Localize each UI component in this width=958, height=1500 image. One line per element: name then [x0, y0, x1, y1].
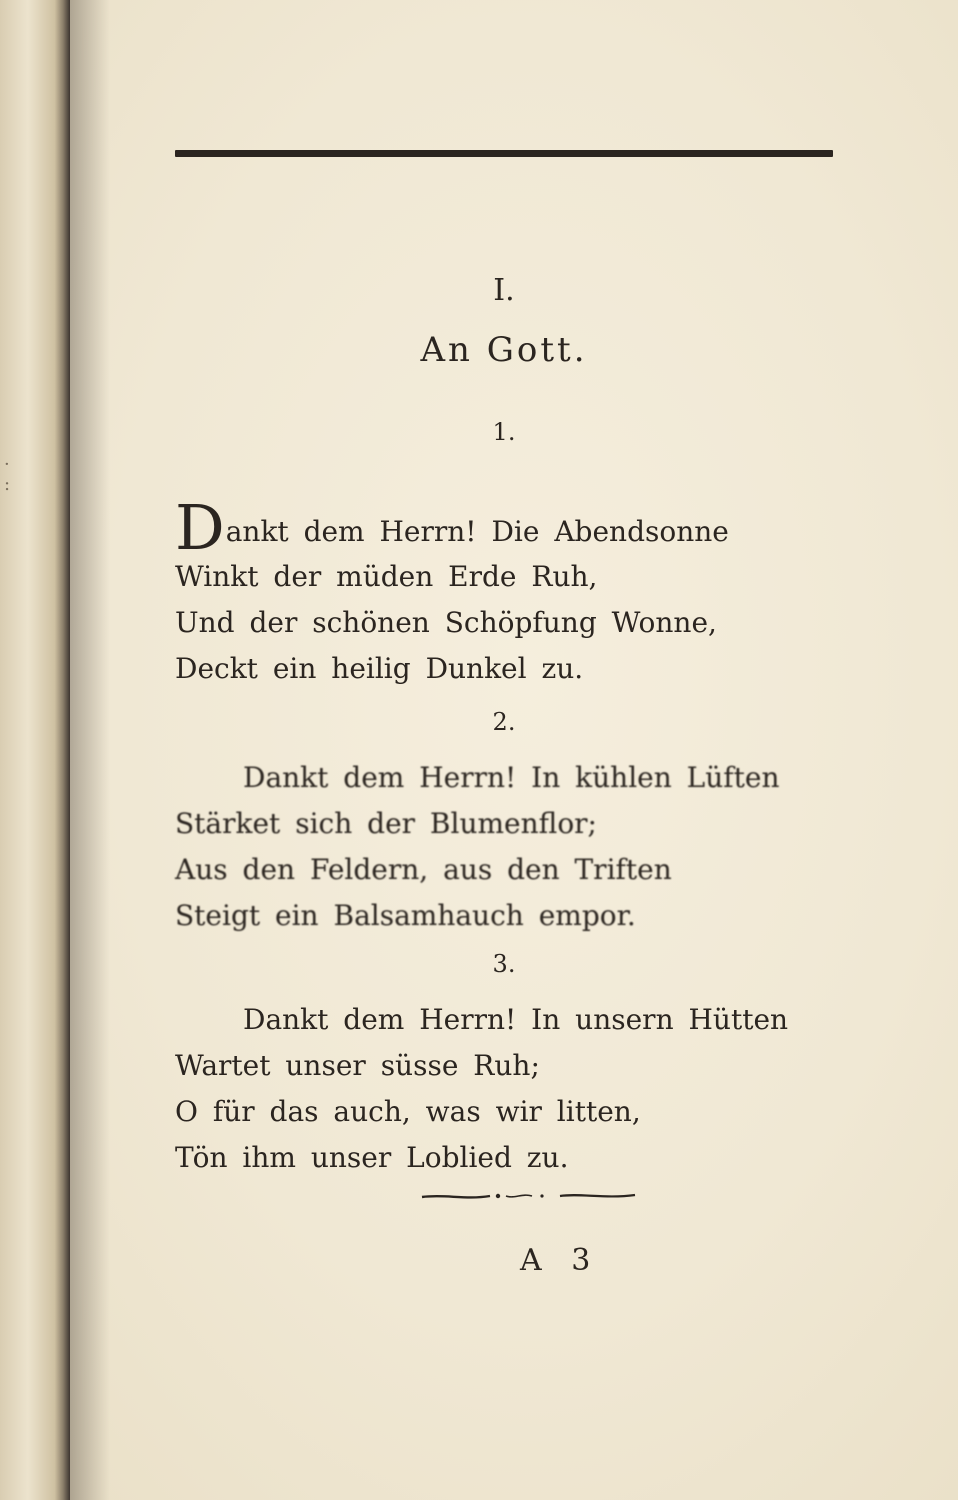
- stanza-number: 3.: [492, 950, 516, 978]
- book-spine: [0, 0, 70, 1500]
- chapter-numeral: I.: [493, 273, 515, 308]
- stanza-line: Dankt dem Herrn! Die Abendsonne: [175, 491, 729, 564]
- stanza-number: 2.: [492, 708, 516, 736]
- stanza-line: Und der schönen Schöpfung Wonne,: [175, 606, 717, 639]
- stanza-line: Deckt ein heilig Dunkel zu.: [175, 652, 584, 685]
- stanza-line: O für das auch, was wir litten,: [175, 1095, 641, 1128]
- drop-cap: D: [175, 491, 225, 564]
- stanza-line: Aus den Feldern, aus den Triften: [175, 853, 672, 886]
- stanza-line: Steigt ein Balsamhauch empor.: [175, 899, 636, 932]
- ornament-divider: [420, 1188, 640, 1204]
- poem-title: An Gott.: [420, 330, 588, 370]
- stanza-line: Stärket sich der Blumenflor;: [175, 807, 597, 840]
- stanza-3: [175, 997, 845, 1181]
- stanza-line: Dankt dem Herrn! In kühlen Lüften: [243, 761, 780, 794]
- stanza-line: Tön ihm unser Loblied zu.: [175, 1141, 569, 1174]
- header-rule: [175, 150, 833, 157]
- stanza-line: Wartet unser süsse Ruh;: [175, 1049, 540, 1082]
- stanza-line: Winkt der müden Erde Ruh,: [175, 560, 598, 593]
- stanza-line: Dankt dem Herrn! In unsern Hütten: [243, 1003, 789, 1036]
- stanza-1: [175, 491, 845, 692]
- page-signature: A 3: [520, 1243, 601, 1278]
- stanza-number: 1.: [492, 418, 516, 446]
- gutter-shadow: [70, 0, 110, 1500]
- edge-marks: · :: [4, 454, 11, 495]
- stanza-2: [175, 755, 845, 939]
